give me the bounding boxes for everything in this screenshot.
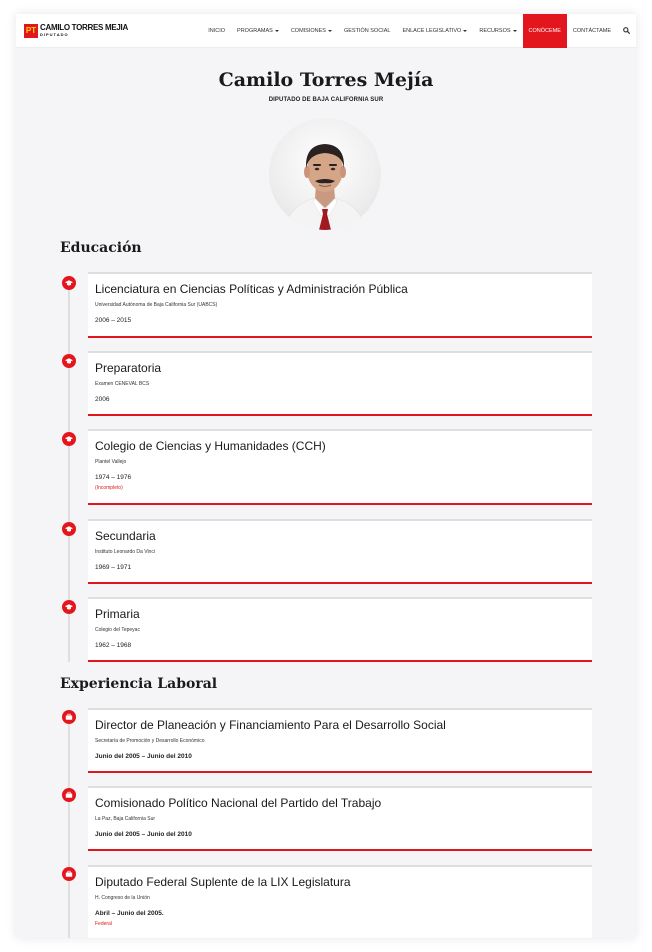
nav-item-programas[interactable] <box>231 14 285 48</box>
pt-logo: PT <box>24 24 38 38</box>
brand-text <box>40 24 128 37</box>
nav-item-recursos[interactable] <box>473 14 522 48</box>
graduation-cap-icon <box>62 600 76 614</box>
card-title: Preparatoria <box>95 361 162 375</box>
caret-down-icon <box>328 30 332 32</box>
card-institution: H. Congreso de la Unión <box>95 895 150 901</box>
graduation-cap-icon <box>62 522 76 536</box>
avatar <box>269 118 381 230</box>
card-title: Licenciatura en Ciencias Políticas y Administración Pública <box>95 282 408 296</box>
brand[interactable] <box>24 24 162 38</box>
nav-label: RECURSOS <box>479 27 511 34</box>
card-title: Primaria <box>95 607 140 621</box>
card-note: (Incompleto) <box>95 485 123 491</box>
nav-item-conoceme[interactable] <box>523 14 567 48</box>
card-years: Junio del 2005 – Junio del 2010 <box>95 753 192 760</box>
nav-item-comisiones[interactable] <box>285 14 338 48</box>
graduation-cap-icon <box>62 354 76 368</box>
card-title: Secundaria <box>95 529 156 543</box>
card-years: 1969 – 1971 <box>95 564 132 571</box>
caret-down-icon <box>463 30 467 32</box>
nav-menu <box>202 14 636 48</box>
graduation-cap-icon <box>62 276 76 290</box>
timeline-line <box>68 710 70 938</box>
nav-label: GESTIÓN SOCIAL <box>343 27 391 34</box>
nav-label: CONÓCEME <box>528 27 561 34</box>
card-years: Junio del 2005 – Junio del 2010 <box>95 831 192 838</box>
card-institution: Secretaría de Promoción y Desarrollo Económico <box>95 738 205 744</box>
caret-down-icon <box>275 30 279 32</box>
card-title: Comisionado Político Nacional del Partido del Trabajo <box>95 796 382 810</box>
education-card-3 <box>88 429 592 505</box>
card-years: 1974 – 1976 <box>95 474 132 481</box>
card-institution: Plantel Vallejo <box>95 459 127 465</box>
experience-card-1 <box>88 708 592 773</box>
caret-down-icon <box>513 30 517 32</box>
education-card-2 <box>88 351 592 416</box>
section-title-experience: Experiencia Laboral <box>60 676 218 692</box>
briefcase-icon <box>62 867 76 881</box>
nav-label: COMISIONES <box>290 27 326 34</box>
nav-item-inicio[interactable] <box>202 14 231 48</box>
card-title: Director de Planeación y Financiamiento Para el Desarrollo Social <box>95 718 446 732</box>
nav-label: CONTÁCTAME <box>572 27 611 34</box>
briefcase-icon <box>62 710 76 724</box>
card-institution: Universidad Autónoma de Baja California Sur (UABCS) <box>95 302 218 308</box>
education-card-1 <box>88 272 592 338</box>
education-card-5 <box>88 597 592 662</box>
card-years: Abril – Junio del 2005. <box>95 910 164 917</box>
card-note: Federal <box>95 921 112 927</box>
brand-name: CAMILO TORRES MEJIA <box>40 23 128 32</box>
section-title-education: Educación <box>60 240 142 256</box>
card-institution: Instituto Leonardo Da Vinci <box>95 549 155 555</box>
search-icon[interactable] <box>617 14 636 48</box>
card-years: 2006 <box>95 396 110 403</box>
page-title: Camilo Torres Mejía <box>218 69 434 91</box>
nav-label: ENLACE LEGISLATIVO <box>402 27 462 34</box>
brand-subtitle: DIPUTADO <box>40 32 69 37</box>
card-title: Diputado Federal Suplente de la LIX Legislatura <box>95 875 351 889</box>
navbar <box>16 14 636 48</box>
card-title: Colegio de Ciencias y Humanidades (CCH) <box>95 439 326 453</box>
experience-card-2 <box>88 786 592 851</box>
card-years: 2006 – 2015 <box>95 317 132 324</box>
briefcase-icon <box>62 788 76 802</box>
page-subtitle: DIPUTADO DE BAJA CALIFORNIA SUR <box>268 97 384 103</box>
nav-label: INICIO <box>208 27 226 34</box>
education-card-4 <box>88 519 592 584</box>
nav-item-gestion-social[interactable] <box>338 14 396 48</box>
nav-item-enlace-legislativo[interactable] <box>396 14 473 48</box>
card-years: 1962 – 1968 <box>95 642 132 649</box>
nav-item-contactame[interactable] <box>567 14 617 48</box>
nav-label: PROGRAMAS <box>237 27 273 34</box>
graduation-cap-icon <box>62 432 76 446</box>
card-institution: Examen CENEVAL BCS <box>95 381 150 387</box>
card-institution: Colegio del Tepeyac <box>95 627 140 633</box>
card-institution: La Paz, Baja California Sur <box>95 816 156 822</box>
experience-card-3 <box>88 865 592 938</box>
page-frame <box>16 14 636 938</box>
